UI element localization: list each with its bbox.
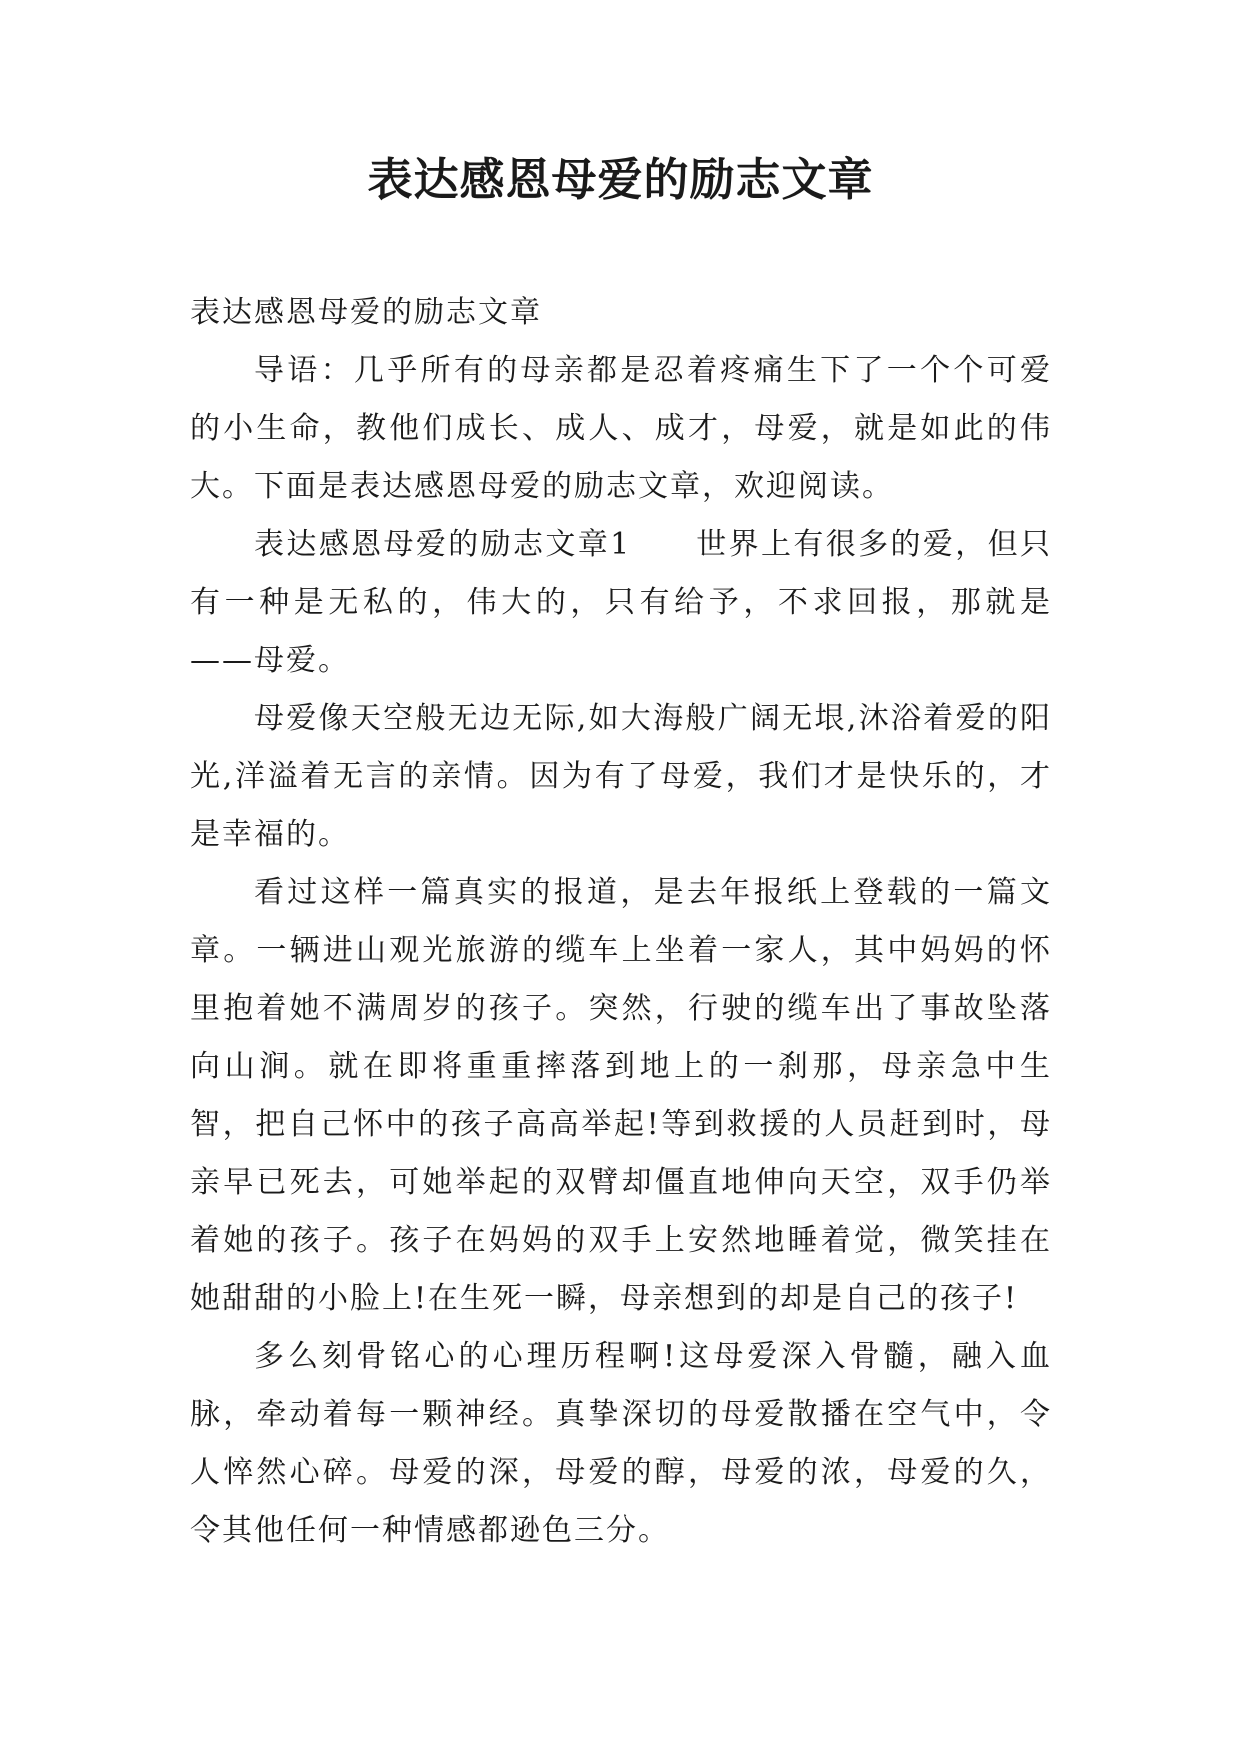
document-title: 表达感恩母爱的励志文章 (367, 153, 874, 206)
document-body (190, 284, 1052, 1560)
paragraph-mother-love: 母爱像天空般无边无际,如大海般广阔无垠,沐浴着爱的阳光,洋溢着无言的亲情。因为有了母爱，我们才是快乐的，才是幸福的。 (190, 701, 1052, 852)
paragraph-section-1: 表达感恩母爱的励志文章1 世界上有很多的爱，但只有一种是无私的，伟大的，只有给予，不求回报，那就是——母爱。 (190, 527, 1052, 678)
paragraph-story: 看过这样一篇真实的报道，是去年报纸上登载的一篇文章。一辆进山观光旅游的缆车上坐着一家人，其中妈妈的怀里抱着她不满周岁的孩子。突然，行驶的缆车出了事故坠落向山涧。就在即将重重摔落到地上的一刹那，母亲急中生智，把自己怀中的孩子高高举起!等到救援的人员赶到时，母亲早已死去，可她举起的双臂却僵直地伸向天空，双手仍举着她的孩子。孩子在妈妈的双手上安然地睡着觉，微笑挂在她甜甜的小脸上!在生死一瞬，母亲想到的却是自己的孩子! (190, 875, 1052, 1316)
body-heading: 表达感恩母爱的励志文章 (190, 295, 542, 330)
paragraph-intro: 导语：几乎所有的母亲都是忍着疼痛生下了一个个可爱的小生命，教他们成长、成人、成才，母爱，就是如此的伟大。下面是表达感恩母爱的励志文章，欢迎阅读。 (190, 353, 1052, 504)
paragraph-reflection: 多么刻骨铭心的心理历程啊!这母爱深入骨髓，融入血脉，牵动着每一颗神经。真挚深切的母爱散播在空气中，令人悴然心碎。母爱的深，母爱的醇，母爱的浓，母爱的久，令其他任何一种情感都逊色三分。 (190, 1339, 1052, 1548)
